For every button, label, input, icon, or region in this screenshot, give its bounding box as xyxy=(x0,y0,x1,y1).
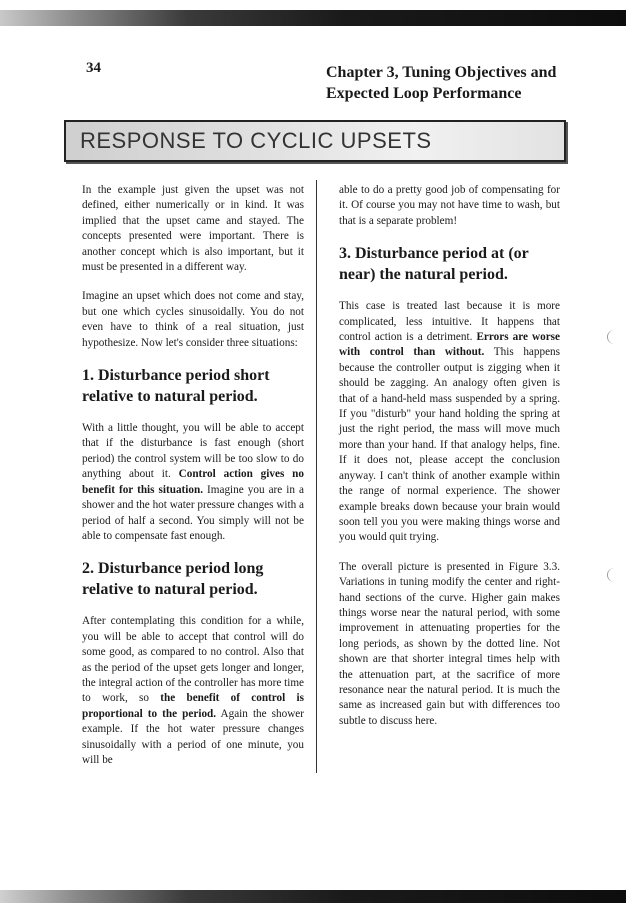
section-title: RESPONSE TO CYCLIC UPSETS xyxy=(80,128,432,153)
subsection-heading: 1. Disturbance period short relative to natural period. xyxy=(82,367,270,406)
chapter-title: Chapter 3, Tuning Objectives and Expected Loop Performance xyxy=(326,64,557,102)
right-column xyxy=(339,183,560,743)
paragraph: After contemplating this condition for a while, you will be able to accept that control will do some good, as compared to no control. Also that as the period of the upset gets longer and longer, the integral action of the controller has more time to work, so the benefit of control is proportional to the period. Again the shower example. If the hot water pressure changes sinusoidally with a period of one minute, you will be xyxy=(82,615,304,766)
section-banner xyxy=(64,120,566,162)
emphasis: Control action gives no benefit for this situation. xyxy=(82,468,304,496)
scan-top-border xyxy=(0,10,626,26)
paragraph: In the example just given the upset was not defined, either numerically or in kind. It was implied that the upset came and stayed. The concepts presented were important. There is another concept which is also important, but it must be presented in a different way. xyxy=(82,184,304,274)
column-divider xyxy=(316,180,317,773)
emphasis: the benefit of control is proportional to the period. xyxy=(82,692,304,720)
scan-bottom-border xyxy=(0,890,626,903)
paragraph: able to do a pretty good job of compensating for it. Of course you may not have time to wash, but that is a separate problem! xyxy=(339,184,560,227)
emphasis: Errors are worse with control than without. xyxy=(339,331,560,359)
page-number: 34 xyxy=(86,60,101,76)
paragraph: With a little thought, you will be able to accept that if the disturbance is fast enough (short period) the control system will be too slow to do anything about it. Control action gives no benefit for this situation. Imagine you are in a shower and the hot water pressure changes with a period of half a second. You simply will not be able to compensate fast enough. xyxy=(82,422,304,542)
paragraph: The overall picture is presented in Figure 3.3. Variations in tuning modify the center and right-hand sections of the curve. Higher gain makes things worse near the natural period, with some improvement in attenuating properties for the long periods, as shown by the dotted line. Not shown are that shorter integral times help with the attenuation part, at the sacrifice of more resonance near the natural period. It is much the same as increased gain but with differences too subtle to discuss here. xyxy=(339,560,560,727)
scan-margin-mark xyxy=(607,330,622,344)
left-column xyxy=(82,183,304,782)
subsection-heading: 2. Disturbance period long relative to natural period. xyxy=(82,560,264,599)
subsection-heading: 3. Disturbance period at (or near) the natural period. xyxy=(339,245,529,284)
paragraph: Imagine an upset which does not come and stay, but one which cycles sinusoidally. You do not even have to think of a real situation, just hypothesize. Now let's consider three situations: xyxy=(82,290,304,349)
paragraph: This case is treated last because it is more complicated, less intuitive. It happens that control action is a detriment. Errors are worse with control than without. This happens because the controller output is zigging when it should be zagging. An analogy often given is that of a hand-held mass suspended by a spring. If you "disturb" your hand holding the spring at just the right period, the mass will move much more than your hand. If that analogy helps, fine. If it does not, please accept the conclusion anyway. I can't think of another example within the range of normal experience. The shower example breaks down because your brain would soon tell you you were making things worse and you would quit trying. xyxy=(339,300,560,544)
scan-margin-mark xyxy=(607,568,622,582)
